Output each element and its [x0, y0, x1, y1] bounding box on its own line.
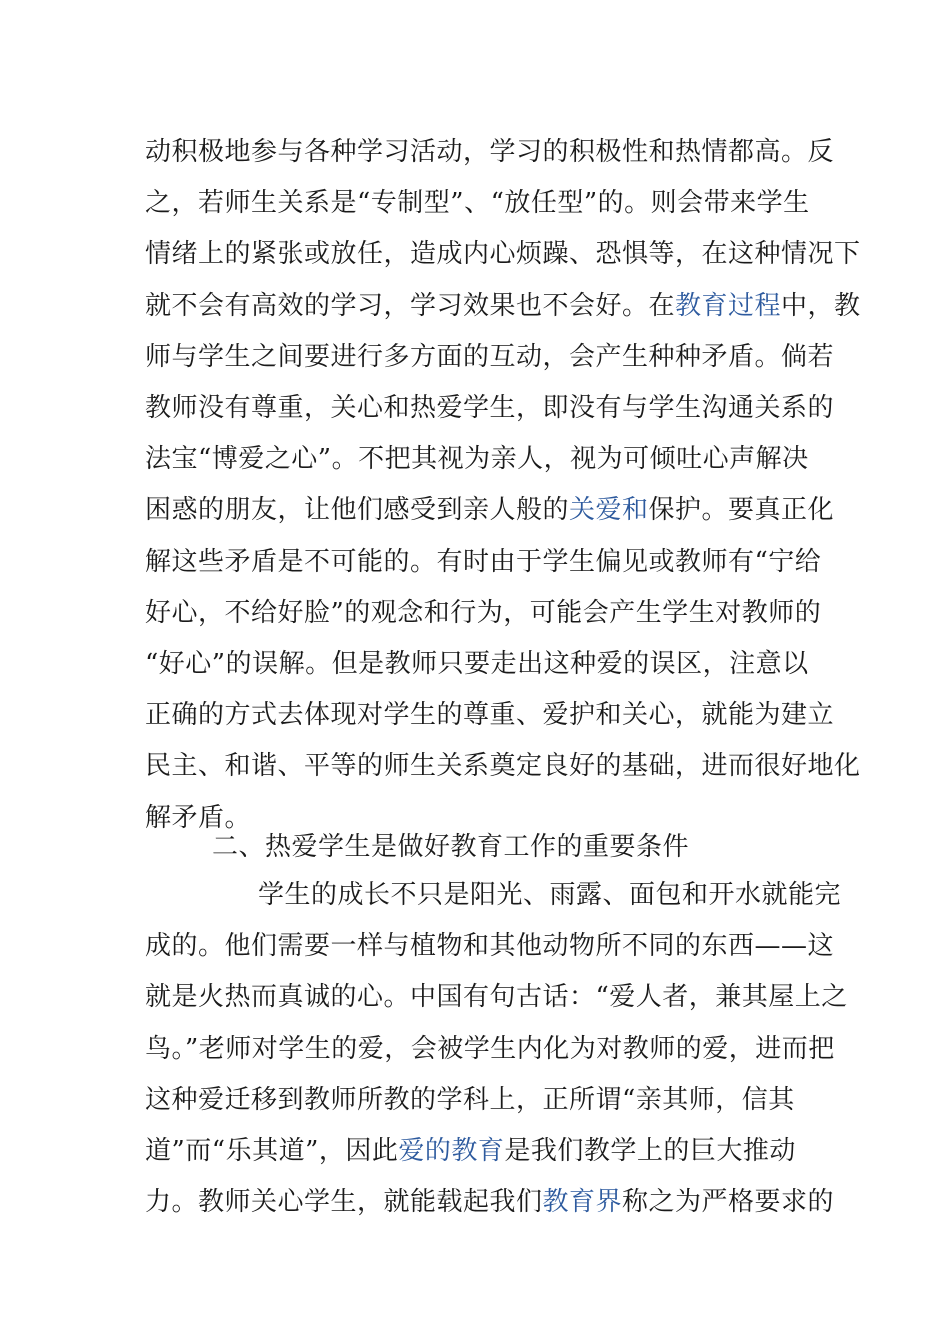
text-run: 困惑的朋友，让他们感受到亲人般的	[145, 495, 570, 526]
text-line	[145, 1081, 807, 1119]
text-run: 就是火热而真诚的心。中国有句古话：“爱人者，兼其屋上之	[145, 982, 848, 1013]
text-run: 成的。他们需要一样与植物和其他动物所不同的东西——这	[145, 931, 835, 962]
text-line	[145, 235, 861, 273]
text-run: 保护。要真正化	[648, 495, 835, 526]
inline-link[interactable]: 教育过程	[675, 290, 782, 321]
text-run: 师与学生之间要进行多方面的互动，会产生种种矛盾。倘若	[145, 341, 835, 372]
text-line	[145, 338, 835, 376]
text-line	[145, 927, 835, 965]
text-run: 之，若师生关系是“专制型”、“放任型”的。则会带来学生	[145, 188, 810, 219]
text-line	[145, 1183, 835, 1221]
text-line	[145, 1030, 835, 1068]
text-run: 情绪上的紧张或放任，造成内心烦躁、恐惧等，在这种情况下	[145, 239, 861, 270]
text-line	[145, 747, 861, 785]
text-line	[145, 543, 822, 581]
text-line	[145, 978, 848, 1016]
text-run: 是我们教学上的巨大推动	[504, 1136, 796, 1166]
text-run: 学生的成长不只是阳光、雨露、面包和开水就能完	[258, 880, 842, 910]
text-run: 动积极地参与各种学习活动，学习的积极性和热情都高。反	[145, 137, 835, 167]
inline-link[interactable]: 教育界	[542, 1187, 623, 1218]
text-line	[145, 287, 861, 325]
text-run: 正确的方式去体现对学生的尊重、爱护和关心，就能为建立	[145, 700, 835, 731]
text-line	[145, 1132, 807, 1170]
text-line	[145, 184, 810, 222]
text-run: 法宝“博爱之心”。不把其视为亲人，视为可倾吐心声解决	[145, 444, 809, 475]
text-run: 力。教师关心学生，就能载起我们	[145, 1187, 543, 1218]
text-run: 鸟。”老师对学生的爱，会被学生内化为对教师的爱，进而把	[145, 1033, 835, 1064]
text-line	[145, 594, 822, 632]
text-line	[145, 491, 835, 529]
text-line	[145, 696, 835, 734]
inline-link[interactable]: 爱的教育	[398, 1136, 505, 1166]
section-heading: 二、热爱学生是做好教育工作的重要条件	[212, 832, 690, 862]
text-run: 解这些矛盾是不可能的。有时由于学生偏见或教师有“宁给	[145, 546, 822, 577]
text-line	[145, 645, 807, 683]
text-run: 民主、和谐、平等的师生关系奠定良好的基础，进而很好地化	[145, 751, 861, 782]
text-line	[145, 389, 835, 427]
text-line	[145, 440, 807, 478]
text-run: 道”而“乐其道”，因此	[145, 1136, 399, 1166]
text-run: 这种爱迁移到教师所教的学科上，正所谓“亲其师，信其	[145, 1084, 795, 1115]
text-line	[145, 133, 835, 171]
text-run: 就不会有高效的学习，学习效果也不会好。在	[145, 290, 676, 321]
text-run: 解矛盾。	[145, 802, 252, 833]
text-run: 称之为严格要求的	[622, 1187, 835, 1218]
text-run: 教师没有尊重，关心和热爱学生，即没有与学生沟通关系的	[145, 393, 835, 423]
text-run: 好心，不给好脸”的观念和行为，可能会产生学生对教师的	[145, 597, 822, 628]
text-run: “好心”的误解。但是教师只要走出这种爱的误区，注意以	[145, 649, 809, 679]
text-line	[258, 876, 920, 914]
text-run: 中，教	[781, 290, 861, 321]
inline-link[interactable]: 关爱和	[569, 495, 649, 526]
